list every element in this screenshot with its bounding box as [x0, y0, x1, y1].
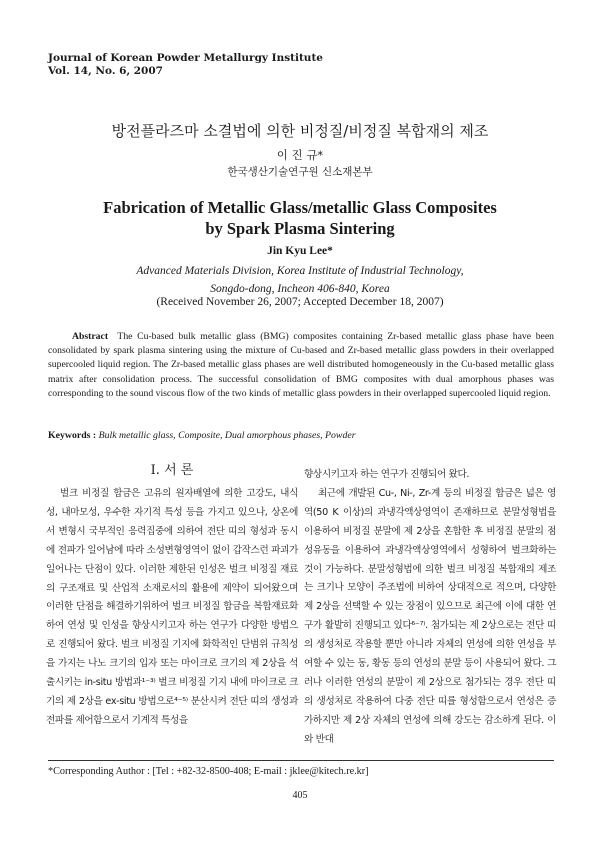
body-paragraph-continuation: 향상시키고자 하는 연구가 진행되어 왔다. — [304, 469, 470, 480]
keywords-text: Bulk metallic glass, Composite, Dual amorphous phases, Powder — [98, 430, 356, 441]
english-affiliation — [0, 262, 600, 298]
korean-affiliation: 한국생산기술연구원 신소재본부 — [227, 166, 373, 178]
right-column — [304, 466, 556, 750]
page-number: 405 — [292, 790, 308, 801]
left-column — [46, 460, 298, 731]
keywords — [48, 430, 554, 441]
journal-name: Journal of Korean Powder Metallurgy Institute — [48, 52, 323, 64]
abstract-label: Abstract — [72, 331, 109, 342]
english-author: Jin Kyu Lee* — [267, 245, 333, 257]
journal-volume: Vol. 14, No. 6, 2007 — [48, 65, 163, 77]
footnote-divider — [48, 760, 554, 761]
english-affiliation-line2: Songdo-dong, Incheon 406-840, Korea — [210, 283, 390, 295]
korean-author: 이 진 규* — [276, 148, 324, 162]
received-dates: (Received November 26, 2007; Accepted December 18, 2007) — [156, 296, 444, 308]
english-title-line2: by Spark Plasma Sintering — [205, 219, 395, 238]
section-heading: I. 서 론 — [150, 463, 194, 478]
keywords-label: Keywords : — [48, 430, 97, 441]
body-paragraph-1: 벌크 비정질 합금은 고유의 원자배열에 의한 고강도, 내식성, 내마모성, 우수한 자기적 특성 등을 가지고 있으나, 상온에서 변형시 국부적인 응력집중에 의하여 전단 띠의 형성과 동시에 전파가 일어남에 따라 소성변형영역이 없이 갑작스런 파괴가 일어나는 단점이 있다. 이러한 제한된 인성은 벌크 비정질 재료의 구조재료 및 산업적 소재로서의 활용에 제약이 되어왔으며 이러한 단점을 해결하기위하여 벌크 비정질 합금을 복합재료화하여 연성 및 인성을 향상시키고자 하는 연구가 다양한 방법으로 진행되어 왔다. 벌크 비정질 기지에 화학적인 단범위 규칙성을 가지는 나노 크기의 입자 또는 마이크로 크기의 제 2상을 석출시키는 in-situ 방법과¹⁻³⁾ 벌크 비정질 기지 내에 마이크로 크기의 제 2상을 ex-situ 방법으로⁴⁻⁵⁾ 분산시켜 전단 띠의 생성과 전파를 제어함으로서 기계적 특성을 — [46, 488, 298, 726]
korean-title: 방전플라즈마 소결법에 의한 비정질/비정질 복합재의 제조 — [111, 122, 489, 140]
english-title-line1: Fabrication of Metallic Glass/metallic Glass Composites — [103, 198, 497, 217]
journal-header — [48, 52, 323, 78]
abstract-text: The Cu-based bulk metallic glass (BMG) composites containing Zr-based metallic glass phase have been consolidated by spark plasma sintering using the mixture of Cu-based and Zr-based metallic glass powders in their overlapped supercooled liquid region. The Zr-based metallic glass phases are well distributed homogeneously in the Cu-based metallic glass matrix after consolidation process. The successful consolidation of BMG composites with dual amorphous phases was corresponding to the sound viscous flow of the two kinds of metallic glass powders in their overlapped supercooled liquid region. — [48, 331, 554, 399]
abstract — [48, 330, 554, 401]
english-affiliation-line1: Advanced Materials Division, Korea Institute of Industrial Technology, — [136, 265, 464, 277]
corresponding-author-footnote: *Corresponding Author : [Tel : +82-32-8500-408; E-mail : jklee@kitech.re.kr] — [48, 766, 369, 777]
english-title — [0, 197, 600, 239]
body-paragraph-2: 최근에 개발된 Cu-, Ni-, Zr-계 등의 비정질 합금은 넓은 영역(50 K 이상)의 과냉각액상영역이 존재하므로 분말성형법을 이용하여 비정질 분말에 제 2상을 혼합한 후 비정질 분말의 점성유동을 이용하여 과냉각액상영역에서 성형하여 벌크화하는 것이 가능하다. 분말성형법에 의한 벌크 비정질 복합재의 제조는 크기나 모양이 주조법에 비하여 상대적으로 적으며, 다양한 제 2상을 선택할 수 있는 장점이 있으므로 최근에 이에 대한 연구가 활발히 진행되고 있다⁶⁻⁷⁾. 첨가되는 제 2상으로는 전단 띠의 생성처로 작용할 뿐만 아니라 자체의 연성에 의한 연성을 부여할 수 있는 동, 황동 등의 연성의 분말 등이 사용되어 왔다. 그러나 이러한 연성의 분말이 제 2상으로 첨가되는 경우 전단 띠의 생성처로 작용하여 다중 전단 띠를 형성함으로서 연성은 증가하지만 제 2상 자체의 연성에 의해 강도는 감소하게 된다. 이와 반대 — [304, 487, 556, 745]
